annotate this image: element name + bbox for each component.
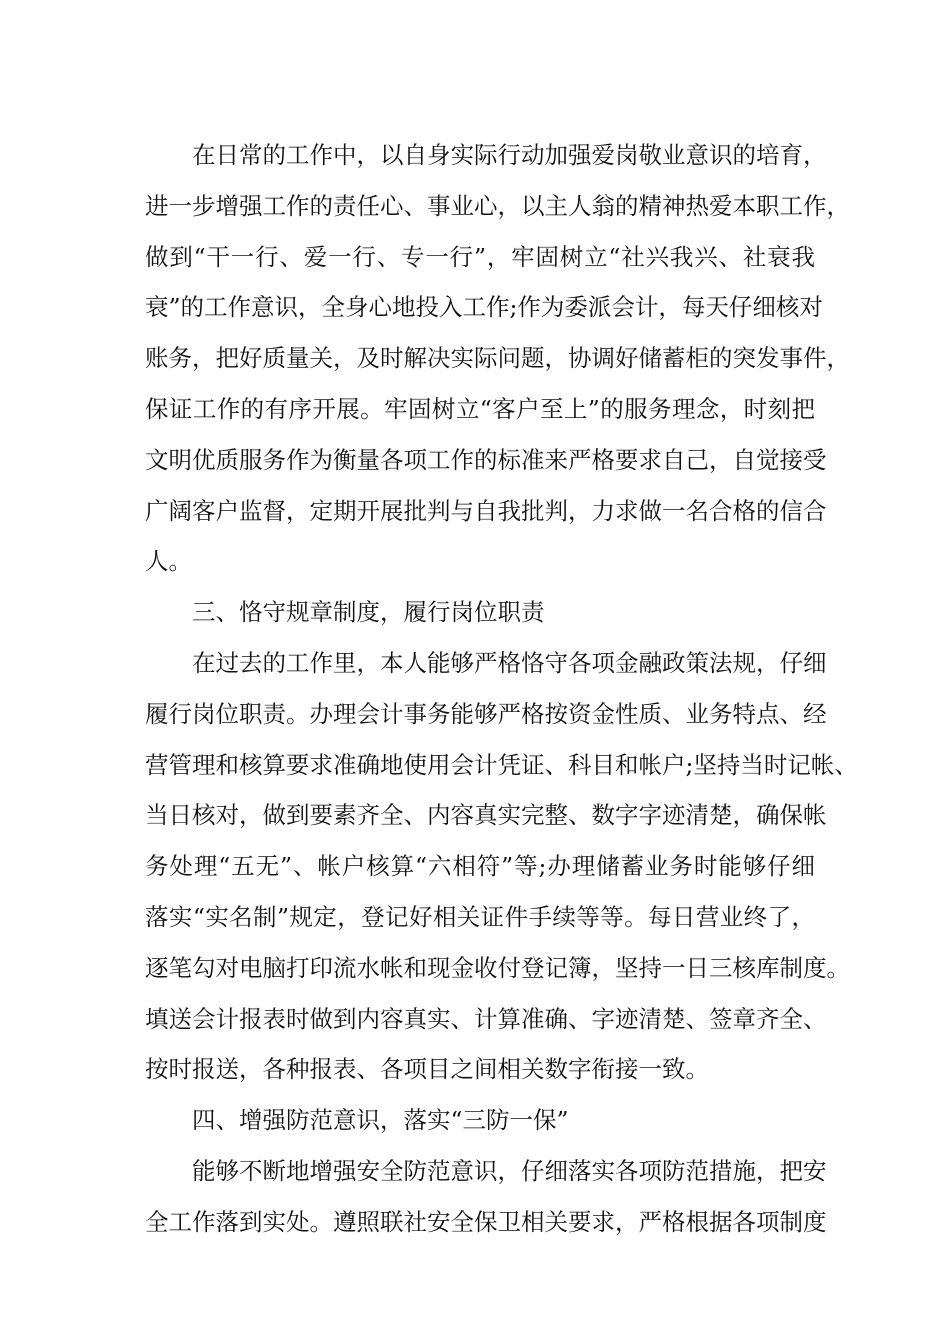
paragraph-line: 营管理和核算要求准确地使用会计凭证、科目和帐户;坚持当时记帐、: [145, 750, 858, 779]
paragraph-line: 在日常的工作中，以自身实际行动加强爱岗敬业意识的培育，: [192, 141, 827, 169]
paragraph-line: 做到“干一行、爱一行、专一行”，牢固树立“社兴我兴、社衰我: [145, 242, 815, 271]
paragraph-line: 广阔客户监督，定期开展批判与自我批判，力求做一名合格的信合: [145, 496, 827, 525]
document-body: [145, 130, 858, 1248]
paragraph-line: 务处理“五无”、帐户核算“六相符”等;办理储蓄业务时能够仔细: [145, 852, 815, 881]
section-heading: 三、恪守规章制度，履行岗位职责: [192, 598, 545, 627]
paragraph-line: 人。: [145, 547, 192, 576]
paragraph-line: 履行岗位职责。办理会计事务能够严格按资金性质、业务特点、经: [145, 699, 827, 728]
paragraph-line: 在过去的工作里，本人能够严格恪守各项金融政策法规，仔细: [192, 648, 827, 677]
paragraph-line: 账务，把好质量关，及时解决实际问题，协调好储蓄柜的突发事件，: [145, 344, 850, 373]
paragraph-line: 衰”的工作意识，全身心地投入工作;作为委派会计，每天仔细核对: [145, 293, 823, 322]
paragraph-line: 当日核对，做到要素齐全、内容真实完整、数字字迹清楚，确保帐: [145, 801, 827, 830]
paragraph-line: 全工作落到实处。遵照联社安全保卫相关要求，严格根据各项制度: [145, 1207, 827, 1236]
paragraph-line: 文明优质服务作为衡量各项工作的标准来严格要求自己，自觉接受: [145, 445, 827, 474]
section-heading: 四、增强防范意识，落实“三防一保”: [192, 1106, 569, 1135]
paragraph-line: 能够不断地增强安全防范意识，仔细落实各项防范措施，把安: [192, 1156, 827, 1185]
paragraph-line: 填送会计报表时做到内容真实、计算准确、字迹清楚、签章齐全、: [145, 1004, 827, 1033]
paragraph-line: 逐笔勾对电脑打印流水帐和现金收付登记簿，坚持一日三核库制度。: [145, 953, 850, 982]
paragraph-line: 保证工作的有序开展。牢固树立“客户至上”的服务理念，时刻把: [145, 394, 815, 423]
paragraph-line: 按时报送，各种报表、各项目之间相关数字衔接一致。: [145, 1055, 709, 1084]
paragraph-line: 落实“实名制”规定，登记好相关证件手续等等。每日营业终了，: [145, 902, 815, 931]
paragraph-line: 进一步增强工作的责任心、事业心，以主人翁的精神热爱本职工作，: [145, 191, 850, 220]
